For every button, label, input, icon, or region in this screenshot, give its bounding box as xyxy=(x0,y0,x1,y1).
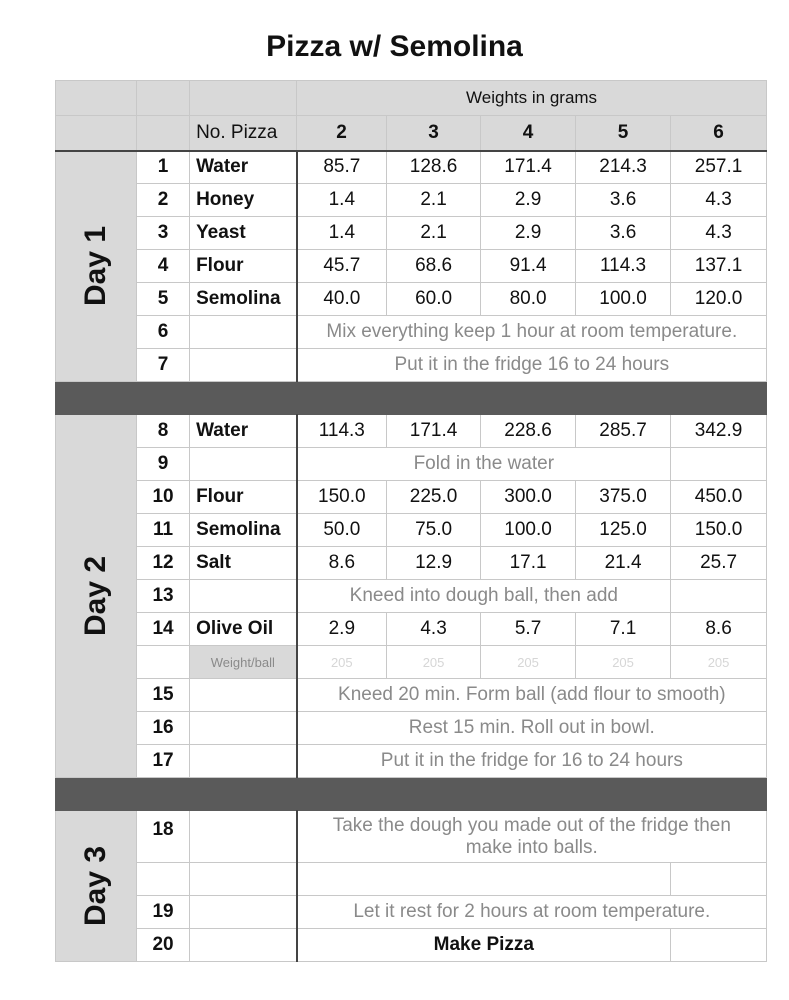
weight-value: 228.6 xyxy=(481,415,576,448)
weight-value: 3.6 xyxy=(576,217,671,250)
table-row xyxy=(56,250,767,283)
empty-cell xyxy=(190,316,297,349)
empty-cell xyxy=(190,448,297,481)
header-cell xyxy=(137,116,190,151)
weight-value: 2.9 xyxy=(297,613,387,646)
empty-cell xyxy=(190,745,297,778)
empty-cell xyxy=(671,580,767,613)
weight-value: 171.4 xyxy=(387,415,481,448)
ingredient-name: Honey xyxy=(190,184,297,217)
ingredient-name: Yeast xyxy=(190,217,297,250)
weight-value: 4.3 xyxy=(387,613,481,646)
day-3-label: Day 3 xyxy=(79,845,113,927)
instruction-note: Put it in the fridge 16 to 24 hours xyxy=(297,349,767,382)
row-number: 20 xyxy=(137,929,190,962)
row-number: 7 xyxy=(137,349,190,382)
weight-per-ball-value: 205 xyxy=(671,646,767,679)
table-row xyxy=(56,896,767,929)
weight-value: 4.3 xyxy=(671,184,767,217)
table-row xyxy=(56,547,767,580)
weight-value: 75.0 xyxy=(387,514,481,547)
empty-cell xyxy=(190,580,297,613)
weight-value: 21.4 xyxy=(576,547,671,580)
day-1-label: Day 1 xyxy=(79,226,113,307)
table-row xyxy=(56,646,767,679)
weight-value: 7.1 xyxy=(576,613,671,646)
table-row xyxy=(56,349,767,382)
row-number: 3 xyxy=(137,217,190,250)
row-number: 4 xyxy=(137,250,190,283)
empty-cell xyxy=(190,929,297,962)
weight-value: 285.7 xyxy=(576,415,671,448)
pizza-count: 6 xyxy=(671,116,767,151)
weight-value: 342.9 xyxy=(671,415,767,448)
weight-value: 120.0 xyxy=(671,283,767,316)
ingredient-name: Semolina xyxy=(190,514,297,547)
table-row xyxy=(56,613,767,646)
ingredient-name: Salt xyxy=(190,547,297,580)
instruction-note: Put it in the fridge for 16 to 24 hours xyxy=(297,745,767,778)
empty-cell xyxy=(190,679,297,712)
weight-value: 137.1 xyxy=(671,250,767,283)
row-number: 5 xyxy=(137,283,190,316)
weight-value: 125.0 xyxy=(576,514,671,547)
separator-cell xyxy=(137,778,190,811)
table-row xyxy=(56,316,767,349)
instruction-note: Fold in the water xyxy=(297,448,671,481)
weight-value: 8.6 xyxy=(297,547,387,580)
empty-cell xyxy=(190,349,297,382)
empty-cell xyxy=(190,863,297,896)
weight-value: 5.7 xyxy=(481,613,576,646)
header-cell xyxy=(56,81,137,116)
weight-value: 100.0 xyxy=(481,514,576,547)
row-number: 14 xyxy=(137,613,190,646)
row-number: 19 xyxy=(137,896,190,929)
table-row xyxy=(56,481,767,514)
instruction-note: Kneed 20 min. Form ball (add flour to smooth) xyxy=(297,679,767,712)
weight-value: 4.3 xyxy=(671,217,767,250)
weight-value: 150.0 xyxy=(297,481,387,514)
table-row xyxy=(56,151,767,184)
weight-per-ball-value: 205 xyxy=(576,646,671,679)
separator-cell xyxy=(56,382,137,415)
pizza-count: 5 xyxy=(576,116,671,151)
row-number: 13 xyxy=(137,580,190,613)
empty-cell xyxy=(671,929,767,962)
row-number: 2 xyxy=(137,184,190,217)
weight-value: 171.4 xyxy=(481,151,576,184)
ingredient-name: Flour xyxy=(190,481,297,514)
weight-value: 257.1 xyxy=(671,151,767,184)
weight-value: 80.0 xyxy=(481,283,576,316)
day-2-label: Day 2 xyxy=(79,555,113,637)
table-row xyxy=(56,929,767,962)
empty-cell xyxy=(671,448,767,481)
weight-value: 300.0 xyxy=(481,481,576,514)
pizza-count: 3 xyxy=(387,116,481,151)
weight-per-ball-value: 205 xyxy=(297,646,387,679)
header-row xyxy=(56,81,767,116)
weight-value: 3.6 xyxy=(576,184,671,217)
weight-value: 450.0 xyxy=(671,481,767,514)
row-number: 1 xyxy=(137,151,190,184)
separator-cell xyxy=(190,382,297,415)
row-number: 6 xyxy=(137,316,190,349)
table-row xyxy=(56,679,767,712)
separator-cell xyxy=(56,778,137,811)
weight-value: 2.9 xyxy=(481,184,576,217)
empty-cell xyxy=(137,863,190,896)
table-row xyxy=(56,712,767,745)
table-row xyxy=(56,745,767,778)
instruction-note: Rest 15 min. Roll out in bowl. xyxy=(297,712,767,745)
weight-value: 1.4 xyxy=(297,217,387,250)
row-number: 18 xyxy=(137,811,190,863)
separator-row xyxy=(56,778,767,811)
header-cell xyxy=(56,116,137,151)
separator-cell xyxy=(297,778,671,811)
weight-value: 12.9 xyxy=(387,547,481,580)
weight-value: 40.0 xyxy=(297,283,387,316)
table-row xyxy=(56,448,767,481)
weight-per-ball-value: 205 xyxy=(387,646,481,679)
row-number: 12 xyxy=(137,547,190,580)
header-cell xyxy=(190,81,297,116)
empty-cell xyxy=(671,863,767,896)
header-row xyxy=(56,116,767,151)
weight-per-ball-label: Weight/ball xyxy=(190,646,297,679)
pizza-count: 4 xyxy=(481,116,576,151)
separator-cell xyxy=(137,382,190,415)
instruction-note: Mix everything keep 1 hour at room temperature. xyxy=(297,316,767,349)
instruction-note: Take the dough you made out of the fridge then make into balls. xyxy=(297,811,767,863)
weight-value: 100.0 xyxy=(576,283,671,316)
weight-value: 1.4 xyxy=(297,184,387,217)
separator-cell xyxy=(671,382,767,415)
empty-cell xyxy=(137,646,190,679)
weights-header: Weights in grams xyxy=(297,81,767,116)
row-number: 8 xyxy=(137,415,190,448)
table-row xyxy=(56,415,767,448)
instruction-note: Let it rest for 2 hours at room temperature. xyxy=(297,896,767,929)
table-row xyxy=(56,811,767,863)
separator-cell xyxy=(671,778,767,811)
weight-value: 114.3 xyxy=(297,415,387,448)
ingredient-name: Flour xyxy=(190,250,297,283)
empty-cell xyxy=(190,811,297,863)
weight-value: 50.0 xyxy=(297,514,387,547)
day-label-cell xyxy=(56,151,137,382)
ingredient-name: Semolina xyxy=(190,283,297,316)
table-row xyxy=(56,514,767,547)
weight-value: 91.4 xyxy=(481,250,576,283)
day-label-cell xyxy=(56,415,137,778)
weight-value: 150.0 xyxy=(671,514,767,547)
pizza-count: 2 xyxy=(297,116,387,151)
row-number: 16 xyxy=(137,712,190,745)
weight-value: 17.1 xyxy=(481,547,576,580)
ingredient-name: Water xyxy=(190,415,297,448)
empty-cell xyxy=(190,896,297,929)
weight-value: 375.0 xyxy=(576,481,671,514)
table-row xyxy=(56,217,767,250)
weight-value: 2.9 xyxy=(481,217,576,250)
separator-cell xyxy=(190,778,297,811)
separator-row xyxy=(56,382,767,415)
separator-cell xyxy=(297,382,671,415)
header-cell xyxy=(137,81,190,116)
weight-value: 85.7 xyxy=(297,151,387,184)
weight-value: 8.6 xyxy=(671,613,767,646)
recipe-table xyxy=(55,80,767,962)
weight-value: 25.7 xyxy=(671,547,767,580)
weight-per-ball-value: 205 xyxy=(481,646,576,679)
no-pizza-label: No. Pizza xyxy=(190,116,297,151)
day-label-cell xyxy=(56,811,137,962)
weight-value: 128.6 xyxy=(387,151,481,184)
row-number: 9 xyxy=(137,448,190,481)
table-row xyxy=(56,283,767,316)
row-number: 10 xyxy=(137,481,190,514)
weight-value: 214.3 xyxy=(576,151,671,184)
weight-value: 225.0 xyxy=(387,481,481,514)
ingredient-name: Olive Oil xyxy=(190,613,297,646)
row-number: 15 xyxy=(137,679,190,712)
weight-value: 114.3 xyxy=(576,250,671,283)
row-number: 11 xyxy=(137,514,190,547)
ingredient-name: Water xyxy=(190,151,297,184)
weight-value: 45.7 xyxy=(297,250,387,283)
weight-value: 2.1 xyxy=(387,217,481,250)
make-pizza-note: Make Pizza xyxy=(297,929,671,962)
instruction-note: Kneed into dough ball, then add xyxy=(297,580,671,613)
weight-value: 60.0 xyxy=(387,283,481,316)
page-title: Pizza w/ Semolina xyxy=(266,30,523,63)
row-number: 17 xyxy=(137,745,190,778)
table-row xyxy=(56,863,767,896)
table-row xyxy=(56,580,767,613)
table-row xyxy=(56,184,767,217)
empty-cell xyxy=(190,712,297,745)
empty-cell xyxy=(297,863,671,896)
weight-value: 2.1 xyxy=(387,184,481,217)
weight-value: 68.6 xyxy=(387,250,481,283)
